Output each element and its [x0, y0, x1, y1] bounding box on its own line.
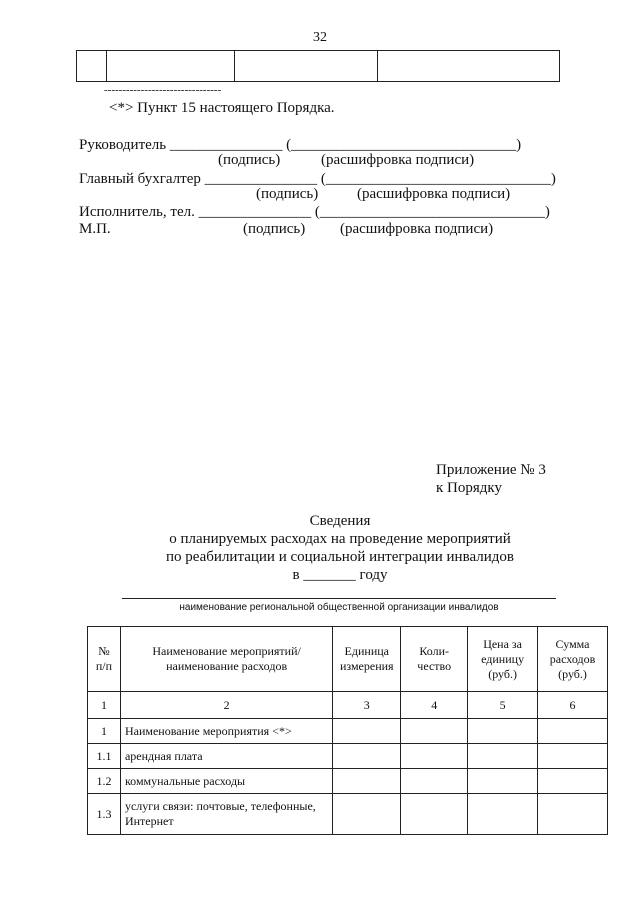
table-cell — [538, 719, 608, 744]
row-number: 1.3 — [88, 794, 121, 835]
table-row — [88, 769, 608, 794]
caption-sign: (подпись) — [243, 221, 306, 237]
table-cell — [538, 769, 608, 794]
appendix-number: Приложение № 3 — [436, 462, 546, 478]
decode-line: (______________________________) — [314, 204, 550, 220]
table-cell — [538, 744, 608, 769]
decode-line: (______________________________) — [320, 171, 556, 187]
table-cell — [378, 51, 559, 81]
doc-year-line: в _______ году — [292, 567, 388, 583]
table-cell — [468, 794, 538, 835]
caption-sign: (подпись) — [256, 186, 319, 202]
footnote: <*> Пункт 15 настоящего Порядка. — [109, 100, 335, 116]
stamp-label: М.П. — [79, 221, 111, 237]
table-cell — [235, 51, 378, 81]
caption-decode: (расшифровка подписи) — [357, 186, 511, 202]
table-row — [88, 794, 608, 835]
appendix-ref: к Порядку — [436, 480, 502, 496]
table-cell — [77, 51, 107, 81]
column-number: 4 — [401, 692, 468, 719]
signature-line: _______________ — [204, 171, 318, 187]
table-cell — [107, 51, 235, 81]
column-numbers-row — [88, 692, 608, 719]
footnote-separator: -------------------------------- — [104, 84, 222, 96]
table-cell — [333, 719, 401, 744]
table-cell — [401, 769, 468, 794]
col-header-unit: Единица измерения — [333, 627, 401, 692]
table-cell — [401, 744, 468, 769]
expenses-table — [87, 626, 608, 835]
table-cell — [333, 794, 401, 835]
row-number: 1.2 — [88, 769, 121, 794]
col-header-total: Сумма расходов (руб.) — [538, 627, 608, 692]
signature-role: Главный бухгалтер — [79, 171, 201, 187]
decode-line: (______________________________) — [286, 137, 522, 153]
caption-decode: (расшифровка подписи) — [321, 152, 475, 168]
org-caption: наименование региональной общественной организации инвалидов — [179, 602, 499, 613]
table-header-row — [88, 627, 608, 692]
caption-sign: (подпись) — [218, 152, 281, 168]
col-header-name: Наименование мероприятий/наименование расходов — [120, 627, 332, 692]
page-number: 32 — [313, 30, 327, 45]
table-row — [88, 744, 608, 769]
signature-executor — [79, 204, 550, 221]
org-name-line — [122, 598, 556, 599]
col-header-quantity: Коли- чество — [401, 627, 468, 692]
table-row — [88, 719, 608, 744]
row-name: коммунальные расходы — [120, 769, 332, 794]
col-header-number: № п/п — [88, 627, 121, 692]
previous-table-last-row — [76, 50, 560, 82]
table-cell — [333, 744, 401, 769]
column-number: 1 — [88, 692, 121, 719]
signature-line: _______________ — [169, 137, 283, 153]
column-number: 6 — [538, 692, 608, 719]
row-name: Наименование мероприятия <*> — [120, 719, 332, 744]
column-number: 5 — [468, 692, 538, 719]
table-cell — [468, 769, 538, 794]
column-number: 3 — [333, 692, 401, 719]
doc-title: Сведения — [309, 513, 371, 529]
signature-role: Руководитель — [79, 137, 167, 153]
col-header-price: Цена за единицу (руб.) — [468, 627, 538, 692]
row-name: услуги связи: почтовые, телефонные, Интернет — [120, 794, 332, 835]
caption-decode: (расшифровка подписи) — [340, 221, 494, 237]
doc-subtitle-2: по реабилитации и социальной интеграции инвалидов — [166, 549, 514, 565]
table-cell — [401, 719, 468, 744]
table-cell — [333, 769, 401, 794]
row-name: арендная плата — [120, 744, 332, 769]
doc-subtitle-1: о планируемых расходах на проведение мероприятий — [169, 531, 511, 547]
table-cell — [538, 794, 608, 835]
row-number: 1 — [88, 719, 121, 744]
table-cell — [401, 794, 468, 835]
table-cell — [468, 719, 538, 744]
table-cell — [468, 744, 538, 769]
column-number: 2 — [120, 692, 332, 719]
signature-role: Исполнитель, тел. — [79, 204, 195, 220]
row-number: 1.1 — [88, 744, 121, 769]
signature-line: _______________ — [198, 204, 312, 220]
